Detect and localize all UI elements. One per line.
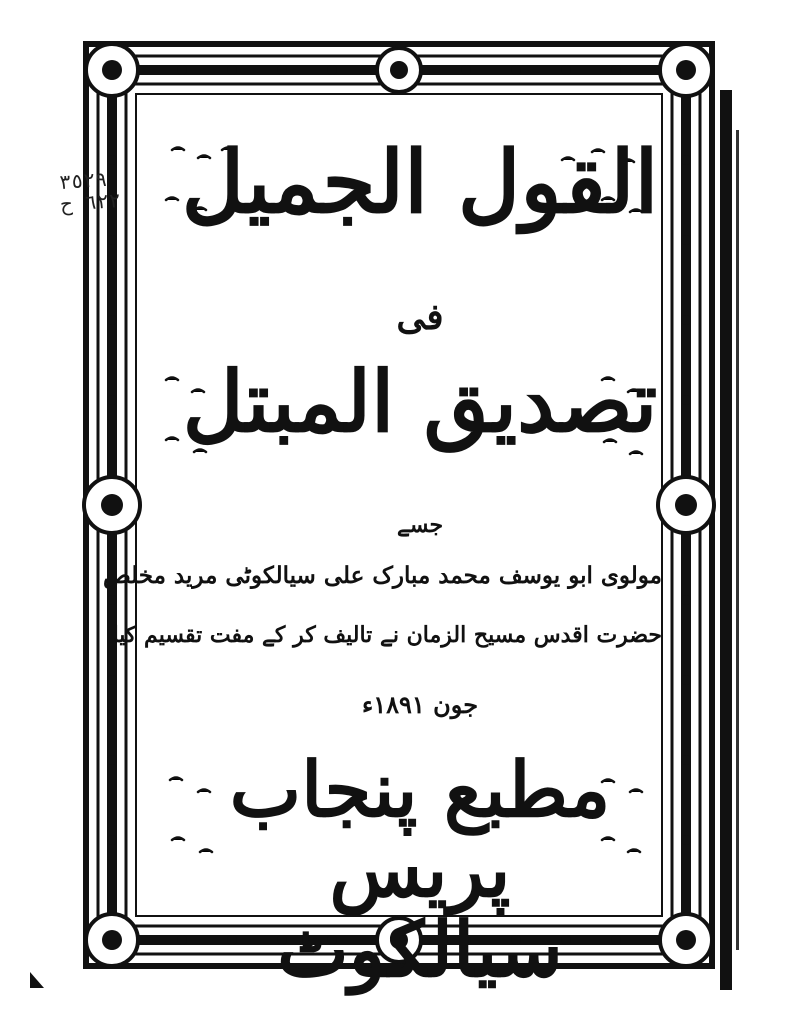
binding-edge-shadow — [716, 90, 746, 990]
title-connector-word: فی — [396, 296, 444, 338]
handwritten-catalog-mark — [59, 170, 122, 218]
byline-connector: جسے — [396, 512, 444, 538]
title-panel — [102, 110, 662, 994]
publication-date: جون ۱۸۹۱ء — [361, 690, 479, 719]
catalog-mark-line-2: ٦٢٢ ح — [60, 190, 122, 219]
book-title-main: القول الجمیل — [181, 132, 659, 233]
catalog-mark-line-1: ٣٥٢٩ — [58, 169, 109, 197]
press-name: مطبع پنجاب پریس سیالکوٹ — [229, 745, 611, 994]
dedication-line: حضرت اقدس مسیح الزمان نے تالیف کر کے مفت تقسیم کیا — [112, 622, 662, 648]
book-title-secondary: تصدیق المبتل — [182, 352, 658, 451]
author-line: مولوی ابو یوسف محمد مبارک علی سیالکوٹی مرید مخلص — [102, 562, 662, 589]
page-corner-mark — [28, 972, 46, 990]
